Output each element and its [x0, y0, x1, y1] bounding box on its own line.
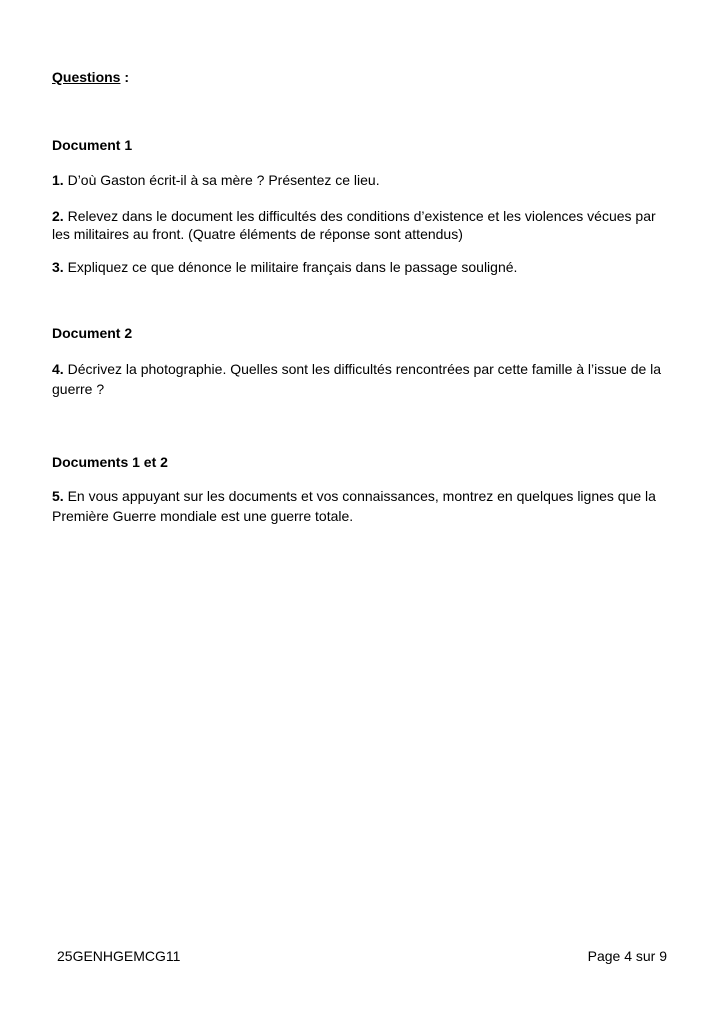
questions-heading-suffix: :	[120, 69, 130, 85]
question-text: Relevez dans le document les difficultés des conditions d’existence et les violences vécues par les militaires au front. (Quatre éléments de réponse sont attendus)	[52, 208, 656, 242]
question-text: D’où Gaston écrit-il à sa mère ? Présentez ce lieu.	[63, 172, 380, 188]
section-title-documents-1-et-2: Documents 1 et 2	[52, 454, 168, 470]
question-1	[52, 171, 677, 189]
question-number: 1.	[52, 172, 64, 188]
footer-document-code: 25GENHGEMCG11	[57, 948, 181, 964]
question-number: 3.	[52, 259, 64, 275]
question-5	[52, 486, 677, 526]
question-3	[52, 258, 677, 276]
question-number: 5.	[52, 488, 64, 504]
question-text: Décrivez la photographie. Quelles sont les difficultés rencontrées par cette famille à l’issue de la guerre ?	[52, 361, 662, 397]
section-title-document-1: Document 1	[52, 137, 133, 153]
question-text: Expliquez ce que dénonce le militaire français dans le passage souligné.	[63, 259, 518, 275]
question-4	[52, 359, 677, 399]
question-2	[52, 207, 677, 243]
question-number: 4.	[52, 361, 64, 377]
question-number: 2.	[52, 208, 64, 224]
footer-page-number: Page 4 sur 9	[587, 948, 667, 964]
section-title-document-2: Document 2	[52, 325, 133, 341]
question-text: En vous appuyant sur les documents et vos connaissances, montrez en quelques lignes que la Première Guerre mondiale est une guerre totale.	[52, 488, 656, 524]
questions-heading-label: Questions	[52, 69, 121, 85]
questions-heading	[52, 69, 129, 86]
